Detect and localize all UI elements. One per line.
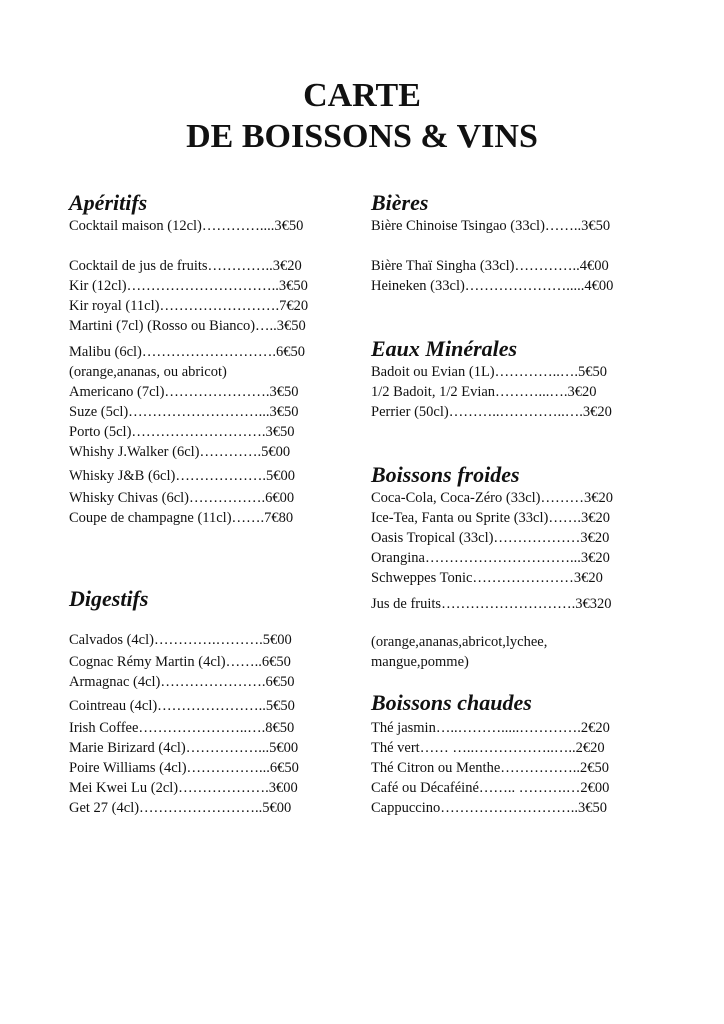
menu-item: Calvados (4cl)………….……….5€00 <box>69 632 292 648</box>
menu-item: mangue,pomme) <box>371 654 469 670</box>
menu-item: Coupe de champagne (11cl)…….7€80 <box>69 510 294 526</box>
menu-item: Ice-Tea, Fanta ou Sprite (33cl)…….3€20 <box>371 510 610 526</box>
menu-item: Malibu (6cl)……………………….6€50 <box>69 344 306 360</box>
menu-item: Americano (7cl)………………….3€50 <box>69 384 299 400</box>
menu-item: Coca-Cola, Coca-Zéro (33cl)………3€20 <box>371 490 613 506</box>
menu-item: Thé jasmin…..……….....………….2€20 <box>371 720 610 736</box>
menu-item: Kir royal (11cl)…………………….7€20 <box>69 298 309 314</box>
menu-item: Café ou Décaféiné…….. ……….…2€00 <box>371 780 610 796</box>
section-heading: Digestifs <box>69 586 149 611</box>
menu-item: Thé Citron ou Menthe……………..2€50 <box>371 760 610 776</box>
menu-item: Badoit ou Evian (1L)…………..….5€50 <box>371 364 608 380</box>
menu-item: Bière Thaï Singha (33cl)…………..4€00 <box>371 258 609 274</box>
menu-item: (orange,ananas, ou abricot) <box>69 364 227 380</box>
menu-item: Whishy J.Walker (6cl)………….5€00 <box>69 444 291 460</box>
page-title-line1: CARTE <box>303 77 421 114</box>
menu-item: Cointreau (4cl)…………………..5€50 <box>69 698 295 714</box>
section-heading: Boissons froides <box>371 462 520 487</box>
menu-item: 1/2 Badoit, 1/2 Evian………...….3€20 <box>371 384 597 400</box>
menu-item: Suze (5cl)………………………...3€50 <box>69 404 299 420</box>
menu-item: Mei Kwei Lu (2cl)……………….3€00 <box>69 780 298 796</box>
menu-item: Porto (5cl)……………………….3€50 <box>69 424 295 440</box>
section-heading: Apéritifs <box>69 190 148 215</box>
menu-item: Marie Birizard (4cl)……………...5€00 <box>69 740 299 756</box>
menu-item: Cocktail de jus de fruits…………..3€20 <box>69 258 302 274</box>
section-heading: Boissons chaudes <box>371 690 532 715</box>
menu-item: (orange,ananas,abricot,lychee, <box>371 634 548 650</box>
menu-item: Whisky Chivas (6cl)…………….6€00 <box>69 490 295 506</box>
menu-item: Poire Williams (4cl)……………...6€50 <box>69 760 299 776</box>
menu-item: Cocktail maison (12cl)…………....3€50 <box>69 218 304 234</box>
menu-item: Whisky J&B (6cl)……………….5€00 <box>69 468 295 484</box>
section-heading: Eaux Minérales <box>371 336 518 361</box>
menu-item: Orangina…………………………...3€20 <box>371 550 610 566</box>
menu-item: Cognac Rémy Martin (4cl)……..6€50 <box>69 654 291 670</box>
section-heading: Bières <box>371 190 429 215</box>
menu-item: Armagnac (4cl)………………….6€50 <box>69 674 295 690</box>
menu-item: Cappuccino………………………..3€50 <box>371 800 608 816</box>
menu-item: Jus de fruits……………………….3€320 <box>371 596 612 612</box>
menu-item: Get 27 (4cl)……………………..5€00 <box>69 800 292 816</box>
menu-item: Schweppes Tonic…………………3€20 <box>371 570 603 586</box>
menu-item: Oasis Tropical (33cl)………………3€20 <box>371 530 610 546</box>
menu-item: Kir (12cl)…………………………..3€50 <box>69 278 308 294</box>
menu-item: Irish Coffee…………………..….8€50 <box>69 720 295 736</box>
menu-item: Thé vert…… …..……………..…..2€20 <box>371 740 605 756</box>
menu-item: Perrier (50cl)………..…………..….3€20 <box>371 404 612 420</box>
menu-item: Martini (7cl) (Rosso ou Bianco)…..3€50 <box>69 318 306 334</box>
menu-item: Heineken (33cl)………………….....4€00 <box>371 278 614 294</box>
page-title-line2: DE BOISSONS & VINS <box>186 118 538 155</box>
menu-item: Bière Chinoise Tsingao (33cl)……..3€50 <box>371 218 611 234</box>
